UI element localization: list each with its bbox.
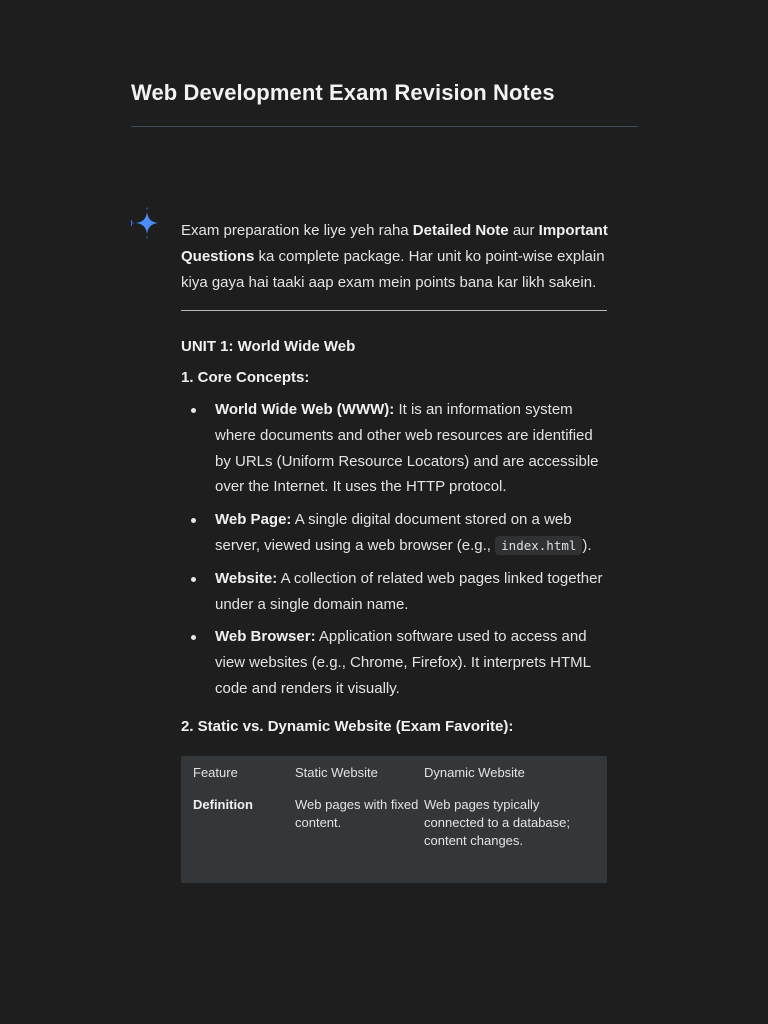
intro-text: Exam preparation ke liye yeh raha [181, 222, 413, 239]
intro-bold-detailed-note: Detailed Note [412, 222, 509, 239]
intro-text: aur [508, 222, 539, 239]
gemini-spark-icon [131, 207, 163, 239]
concept-text: ). [582, 536, 592, 554]
core-concepts-heading: 1. Core Concepts: [181, 369, 310, 387]
table-cell: Definition [193, 796, 253, 812]
list-item [181, 507, 611, 559]
intro-paragraph [181, 218, 611, 295]
section-divider [181, 310, 607, 311]
table-header: Static Website [295, 764, 378, 780]
concept-term: Web Browser: [215, 628, 316, 646]
table-cell: Web pages with fixed content. [295, 796, 419, 830]
comparison-table [193, 764, 595, 850]
unit-heading: UNIT 1: World Wide Web [181, 338, 356, 356]
title-divider [131, 126, 638, 127]
intro-text: ka complete package. Har unit ko point-wise explain kiya gaya hai taaki aap exam mein points bana kar likh sakein. [181, 247, 605, 291]
list-item [181, 624, 611, 701]
page-title: Web Development Exam Revision Notes [131, 80, 555, 105]
concept-text: Application software used to access and view websites (e.g., Chrome, Firefox). It interprets HTML code and renders it visually. [215, 628, 591, 697]
table-header: Dynamic Website [424, 764, 525, 780]
assistant-response [181, 218, 611, 883]
list-item [181, 397, 611, 500]
table-header: Feature [193, 764, 238, 780]
comparison-table-container[interactable] [181, 756, 607, 883]
static-vs-dynamic-heading: 2. Static vs. Dynamic Website (Exam Favorite): [181, 717, 514, 735]
intro-bold-important-questions: Important Questions [181, 222, 608, 265]
concept-text: A single digital document stored on a web server, viewed using a web browser (e.g., [215, 511, 572, 554]
concept-term: Website: [215, 569, 278, 587]
list-item [181, 566, 611, 618]
concept-term: Web Page: [215, 511, 292, 529]
concept-text: A collection of related web pages linked together under a single domain name. [215, 569, 603, 613]
concept-text: It is an information system where documents and other web resources are identified by URLs (Uniform Resource Locators) and are accessible over the Internet. It uses the HTTP protocol. [215, 400, 599, 496]
concept-term: World Wide Web (WWW): [215, 400, 395, 418]
inline-code: index.html [495, 536, 582, 555]
table-row [193, 796, 595, 850]
table-header-row [193, 764, 595, 796]
concepts-list [181, 397, 611, 702]
table-cell: Web pages typically connected to a database; content changes. [424, 796, 571, 848]
